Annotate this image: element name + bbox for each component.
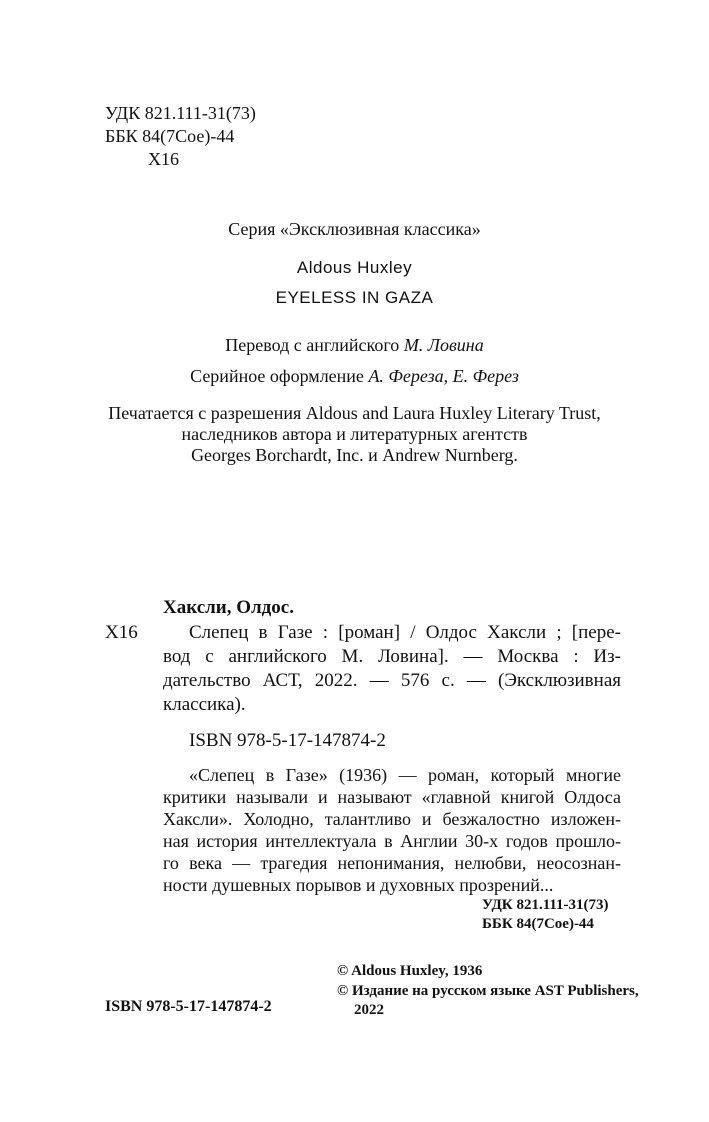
annotation-line-3: Хаксли». Холодно, талантливо и безжалостно изложен- [163,809,621,829]
author-mark: Х16 [148,149,179,169]
annotation-line-2: критики называли и называют «главной книгой Олдоса [163,787,621,807]
catalog-entry-line-4: классика). [163,694,246,715]
design-line [0,366,709,387]
original-author: Aldous Huxley [296,258,413,277]
bottom-isbn: ISBN 978-5-17-147874-2 [105,998,272,1015]
translation-prefix: Перевод с английского [225,335,400,355]
permission-line-2: наследников автора и литературных агентств [181,424,528,444]
bbk-code: ББК 84(7Сое)-44 [105,126,235,146]
annotation-line-1: «Слепец в Газе» (1936) — роман, который многие [189,765,621,785]
annotation-line-5: го века — трагедия непонимания, нелюбви, неосознан- [163,853,621,873]
catalog-entry-line-2: вод с английского М. Ловина]. — Москва : Из- [163,646,621,667]
udk-code: УДК 821.111-31(73) [105,103,256,123]
catalog-entry-line-1: Слепец в Газе : [роман] / Олдос Хаксли ; [пере- [189,622,621,643]
footer-bbk-code: ББК 84(7Сое)-44 [482,916,594,932]
annotation-line-4: ная история интеллектуала в Англии 30-х годов прошло- [163,831,621,851]
series-line: Серия «Эксклюзивная классика» [228,219,481,239]
designer-names: А. Фереза, Е. Ферез [368,366,519,386]
permission-line-1: Печатается с разрешения Aldous and Laura Huxley Literary Trust, [108,403,601,423]
permission-line-3: Georges Borchardt, Inc. и Andrew Nurnberg. [191,445,518,465]
copyright-line-3: 2022 [354,1002,384,1018]
annotation-line-6: ности душевных порывов и духовных прозрений... [163,875,554,895]
design-prefix: Серийное оформление [190,366,364,386]
translator-name: М. Ловина [403,335,484,355]
translation-line [0,335,709,356]
copyright-line-2: © Издание на русском языке AST Publishers, [337,983,639,999]
copyright-line-1: © Aldous Huxley, 1936 [337,963,483,979]
catalog-entry-line-3: дательство АСТ, 2022. — 576 с. — (Эксклюзивная [163,670,621,691]
catalog-mark: Х16 [105,622,138,643]
original-title: EYELESS IN GAZA [275,288,434,307]
catalog-author-heading: Хаксли, Олдос. [163,597,294,618]
footer-udk-code: УДК 821.111-31(73) [482,897,609,913]
catalog-isbn: ISBN 978-5-17-147874-2 [189,730,386,751]
